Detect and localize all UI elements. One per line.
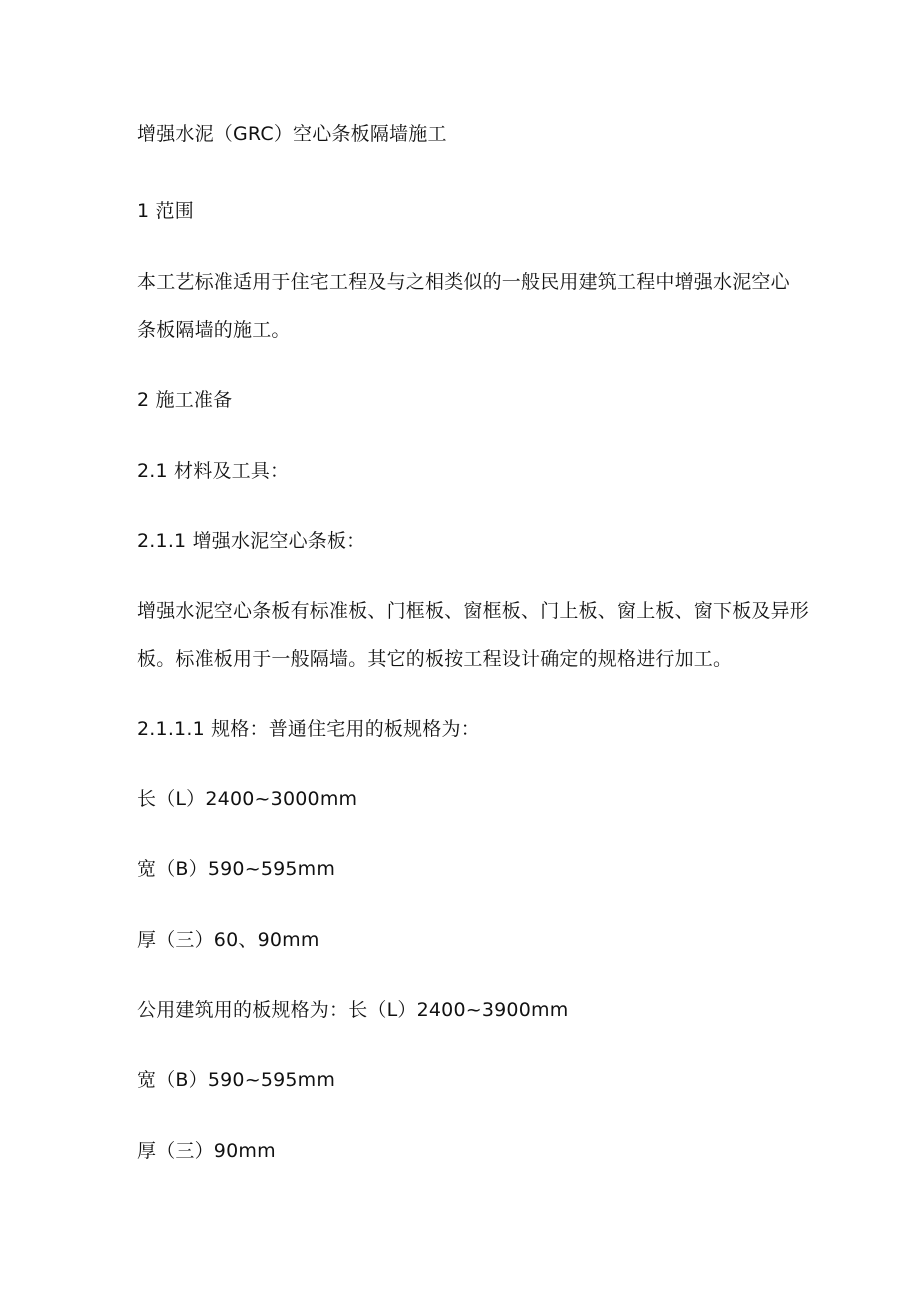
document-title: 增强水泥（GRC）空心条板隔墙施工 [137, 123, 447, 145]
section-2-1-1-heading: 2.1.1 增强水泥空心条板： [137, 530, 366, 552]
public-width-spec: 宽（B）590~595mm [137, 1069, 336, 1091]
public-thickness-spec: 厚（三）90mm [137, 1140, 276, 1162]
section-1-heading: 1 范围 [137, 200, 194, 222]
section-1-paragraph-line-2: 条板隔墙的施工。 [137, 319, 291, 341]
section-2-1-1-1-heading: 2.1.1.1 规格：普通住宅用的板规格为： [137, 718, 480, 740]
public-building-spec: 公用建筑用的板规格为：长（L）2400~3900mm [137, 999, 569, 1021]
board-types-line-1: 增强水泥空心条板有标准板、门框板、窗框板、门上板、窗上板、窗下板及异形 [137, 600, 810, 622]
section-2-heading: 2 施工准备 [137, 389, 233, 411]
residential-length-spec: 长（L）2400~3000mm [137, 788, 358, 810]
residential-width-spec: 宽（B）590~595mm [137, 858, 336, 880]
board-types-line-2: 板。标准板用于一般隔墙。其它的板按工程设计确定的规格进行加工。 [137, 648, 733, 670]
section-2-1-heading: 2.1 材料及工具： [137, 460, 290, 482]
section-1-paragraph-line-1: 本工艺标准适用于住宅工程及与之相类似的一般民用建筑工程中增强水泥空心 [137, 271, 790, 293]
residential-thickness-spec: 厚（三）60、90mm [137, 929, 320, 951]
